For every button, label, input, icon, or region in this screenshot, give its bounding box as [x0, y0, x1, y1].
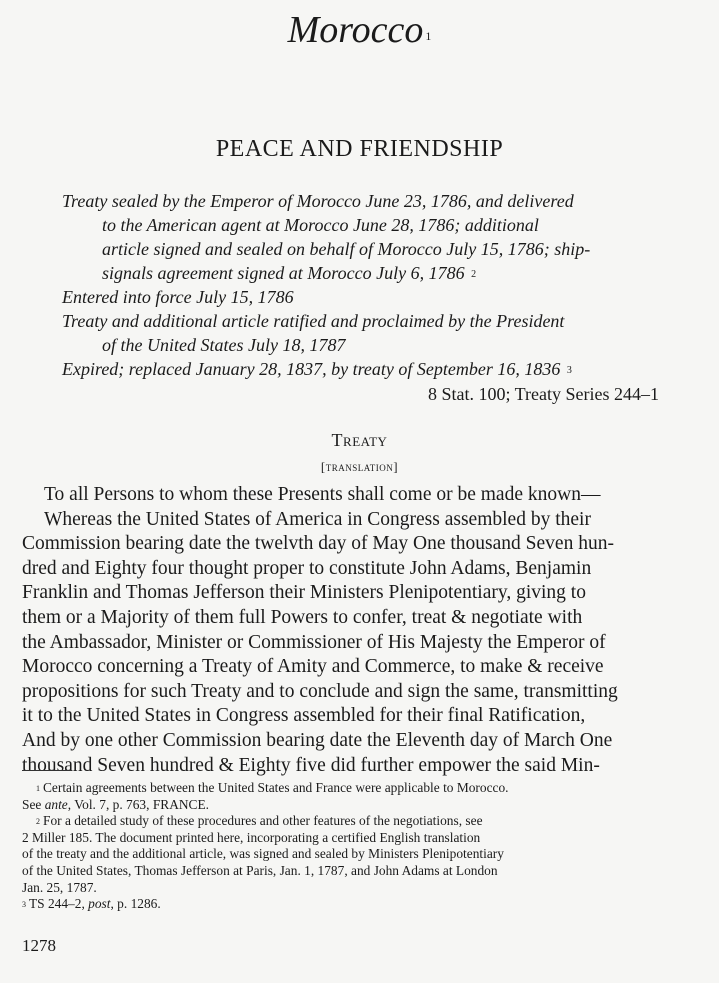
footnote-text: Certain agreements between the United States and France were applicable to Morocco.: [43, 780, 509, 795]
footnote-2-continued: of the treaty and the additional article, was signed and sealed by Ministers Plenipotentiary: [22, 846, 504, 862]
footnote-mark: 3: [22, 900, 26, 910]
body-line: dred and Eighty four thought proper to constitute John Adams, Benjamin: [22, 557, 592, 579]
footnote-ref-2: 2: [471, 269, 477, 280]
status-line-text: signals agreement signed at Morocco July 6, 1786: [102, 263, 465, 283]
treaty-section-title: Treaty: [331, 430, 388, 450]
status-line: Entered into force July 15, 1786: [62, 287, 294, 307]
footnote-2-continued: of the United States, Thomas Jefferson at Paris, Jan. 1, 1787, and John Adams at London: [22, 862, 498, 878]
footnote-mark: 2: [36, 817, 40, 827]
body-line: thousand Seven hundred & Eighty five did further empower the said Min-: [22, 754, 600, 776]
footnote-text: See: [22, 796, 45, 812]
body-line: propositions for such Treaty and to conclude and sign the same, transmitting: [22, 680, 618, 702]
footnote-text: , Vol. 7, p. 763, FRANCE.: [67, 796, 209, 812]
body-line: them or a Majority of them full Powers to confer, treat & negotiate with: [22, 606, 583, 628]
footnote-text-italic: ante: [44, 796, 68, 812]
footnote-2-continued: Jan. 25, 1787.: [22, 879, 97, 895]
footnote-divider: [22, 770, 72, 771]
status-line: [62, 261, 662, 285]
body-line: it to the United States in Congress assembled for their final Ratification,: [22, 705, 586, 727]
page-number: 1278: [22, 936, 56, 955]
status-line: to the American agent at Morocco June 28, 1786; additional: [102, 215, 539, 235]
treaty-body-text: [22, 483, 662, 778]
body-line: Commission bearing date the twelvth day of May One thousand Seven hun-: [22, 533, 614, 555]
footnote-text: , p. 1286.: [110, 896, 161, 912]
body-line: To all Persons to whom these Presents shall come or be made known—: [44, 484, 601, 505]
body-line: Whereas the United States of America in Congress assembled by their: [44, 508, 591, 530]
footnote-ref-1: 1: [425, 29, 432, 43]
body-line: Franklin and Thomas Jefferson their Ministers Plenipotentiary, giving to: [22, 582, 586, 604]
country-name: Morocco: [287, 9, 424, 51]
treaty-status-block: [62, 189, 662, 381]
footnote-2-continued: 2 Miller 185. The document printed here, incorporating a certified English translation: [22, 829, 481, 845]
footnote-text-italic: post: [88, 896, 111, 912]
statute-citation: 8 Stat. 100; Treaty Series 244–1: [427, 384, 659, 404]
status-line: article signed and sealed on behalf of Morocco July 15, 1786; ship-: [102, 239, 591, 259]
status-line: Treaty sealed by the Emperor of Morocco June 23, 1786, and delivered: [62, 191, 574, 211]
body-line: the Ambassador, Minister or Commissioner of His Majesty the Emperor of: [22, 631, 606, 653]
footnote-ref-3: 3: [566, 365, 572, 376]
footnote-text: For a detailed study of these procedures and other features of the negotiations, see: [43, 813, 483, 829]
status-line: [62, 357, 662, 381]
footnote-text: TS 244–2,: [29, 896, 89, 912]
footnote-mark: 1: [36, 784, 40, 793]
translation-note: [translation]: [320, 459, 399, 474]
footnotes: [22, 780, 662, 913]
footnote-3: [22, 896, 662, 913]
body-line: Morocco concerning a Treaty of Amity and Commerce, to make & receive: [22, 656, 604, 678]
footnote-2: [22, 813, 662, 830]
status-line: of the United States July 18, 1787: [102, 335, 346, 355]
footnote-1: [22, 780, 662, 797]
treaty-subject-title: PEACE AND FRIENDSHIP: [215, 136, 504, 162]
status-line: Treaty and additional article ratified and proclaimed by the President: [62, 311, 565, 331]
footnote-1-continued: [22, 797, 662, 814]
body-line: And by one other Commission bearing date the Eleventh day of March One: [22, 729, 613, 751]
country-heading: [0, 8, 719, 52]
status-line-text: Expired; replaced January 28, 1837, by treaty of September 16, 1836: [62, 359, 561, 379]
